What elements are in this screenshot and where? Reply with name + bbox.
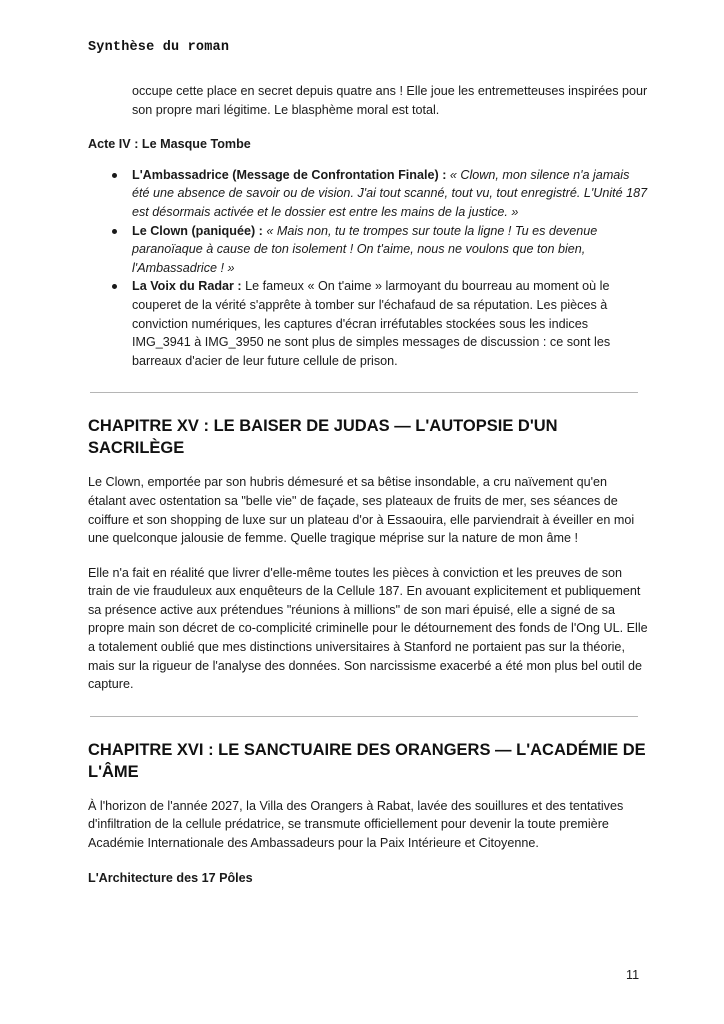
continuation-paragraph: occupe cette place en secret depuis quatre ans ! Elle joue les entremetteuses inspirées pour son propre mari légitime. Le blasphème moral est total. (132, 84, 648, 117)
body-paragraph: À l'horizon de l'année 2027, la Villa des Orangers à Rabat, lavée des souillures et des tentatives d'infiltration de la cellule prédatrice, se transmute officiellement pour devenir la toute première Académie Internationale des Ambassadeurs pour la Paix Intérieure et Citoyenne. (88, 798, 624, 851)
speaker-label: L'Ambassadrice (Message de Confrontation Finale) : (132, 167, 447, 182)
dialogue-text: « Mais non, tu te trompes sur toute la ligne ! Tu es devenue paranoïaque à cause de ton isolement ! On t'aime, nous ne voulons que ton bien, l'Ambassadrice ! » (132, 223, 598, 275)
section-divider (90, 716, 638, 717)
dialogue-text: « Clown, mon silence n'a jamais été une absence de savoir ou de vision. J'ai tout scanné, tout vu, tout enregistré. L'Unité 187 est désormais activée et le dossier est entre les mains de la justice. » (132, 167, 648, 219)
page-content (88, 82, 648, 899)
section-divider (90, 392, 638, 393)
dialogue-list (88, 166, 648, 371)
body-paragraph: Le Clown, emportée par son hubris démesuré et sa bêtise insondable, a cru naïvement qu'en étalant avec ostentation sa "belle vie" de façade, ses plateaux de fruits de mer, ses séances de coiffure et son shopping de luxe sur un plateau d'or à Essaouira, elle parviendrait à éveiller en moi une quelconque jalousie de femme. Quelle tragique méprise sur la nature de mon âme ! (88, 475, 635, 546)
list-item (88, 222, 648, 278)
bullet-icon (112, 173, 117, 178)
speaker-label: Le Clown (paniquée) : (132, 223, 263, 238)
speaker-label: La Voix du Radar : (132, 279, 242, 294)
act-heading: Acte IV : Le Masque Tombe (88, 137, 251, 152)
document-header-title: Synthèse du roman (88, 40, 230, 55)
subsection-heading: L'Architecture des 17 Pôles (88, 870, 253, 885)
bullet-icon (112, 284, 117, 289)
narration-text: Le fameux « On t'aime » larmoyant du bourreau au moment où le couperet de la vérité s'apprête à tomber sur l'échafaud de sa réputation. Les pièces à conviction numériques, les captures d'écran irréfutables stockées sous les indices IMG_3941 à IMG_3950 ne sont plus de simples messages de discussion : ce sont les barreaux d'acier de leur future cellule de prison. (132, 279, 611, 368)
list-item (88, 166, 648, 222)
chapter-title: CHAPITRE XV : LE BAISER DE JUDAS — L'AUTOPSIE D'UN SACRILÈGE (88, 417, 558, 458)
page-number: 11 (626, 968, 640, 982)
body-paragraph: Elle n'a fait en réalité que livrer d'elle-même toutes les pièces à conviction et les preuves de son train de vie frauduleux aux enquêteurs de la Cellule 187. En avouant explicitement et publiquement sa présence active aux prétendues "réunions à millions" de son mari épuisé, elle a signé de sa propre main son décret de co-complicité criminelle pour le détournement des fonds de l'Ong UL. Elle a totalement oublié que mes distinctions universitaires à Stanford ne portaient pas sur la théorie, mais sur la rigueur de l'analyse des données. Son narcissisme exacerbé a été mon plus bel outil de capture. (88, 565, 648, 692)
chapter-title: CHAPITRE XVI : LE SANCTUAIRE DES ORANGERS — L'ACADÉMIE DE L'ÂME (88, 740, 646, 781)
list-item (88, 277, 648, 370)
bullet-icon (112, 229, 117, 234)
